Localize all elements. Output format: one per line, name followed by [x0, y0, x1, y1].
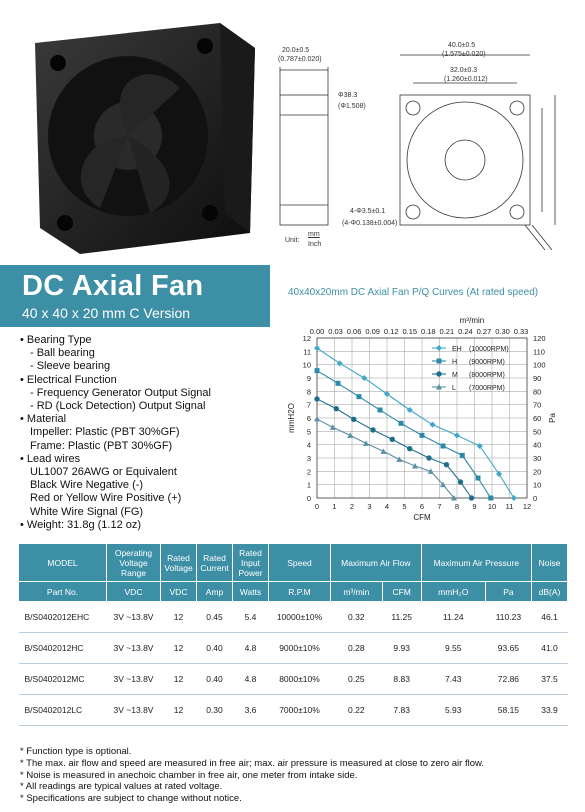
data-point-l — [381, 448, 387, 454]
data-point-m — [390, 437, 395, 442]
y-right-tick-label: 90 — [533, 374, 542, 383]
y-right-axis-label: Pa — [548, 413, 557, 423]
table-cell: 0.28 — [331, 633, 383, 664]
table-cell: 0.40 — [197, 664, 233, 695]
legend-marker — [437, 359, 442, 364]
unit-vdc-2: VDC — [161, 582, 197, 602]
col-speed: Speed — [269, 544, 331, 582]
front-width-label: 40.0±0.5 — [448, 42, 476, 49]
hole-pitch-inch-label: (1.260±0.012) — [444, 76, 488, 83]
data-point-h — [420, 433, 425, 438]
table-cell: 93.65 — [485, 633, 531, 664]
top-tick-label: 0.27 — [476, 327, 492, 336]
legend-note: (7000RPM) — [469, 385, 505, 392]
y-right-tick-label: 40 — [533, 440, 542, 450]
data-point-eh — [454, 432, 460, 438]
x-tick-label: 7 — [437, 502, 442, 511]
note-line: * The max. air flow and speed are measured in free air; max. air pressure is measured at close to zero air flow. — [20, 757, 484, 769]
data-point-h — [315, 368, 320, 373]
data-point-m — [469, 495, 474, 500]
col-rated-power: Rated Input Power — [233, 544, 269, 582]
y-left-tick-label: 2 — [306, 467, 311, 477]
legend-name: H — [452, 359, 458, 366]
top-tick-label: 0.03 — [328, 327, 343, 336]
feature-item: • Weight: 31.8g (1.12 oz) — [20, 518, 142, 531]
unit-rpm: R.P.M — [269, 582, 331, 602]
table-cell: 9.93 — [382, 633, 421, 664]
unit-inch: Inch — [308, 241, 322, 248]
table-header-row — [19, 544, 568, 582]
feature-item: • Lead wires — [20, 452, 81, 465]
y-left-tick-label: 1 — [306, 480, 311, 490]
col-noise: Noise — [532, 544, 568, 582]
x-tick-label: 11 — [505, 502, 514, 511]
feature-item: Black Wire Negative (-) — [30, 479, 144, 492]
table-cell: 12 — [161, 695, 197, 726]
table-cell: 3V ~13.8V — [107, 602, 161, 633]
y-left-tick-label: 7 — [306, 400, 311, 410]
feature-item: • Electrical Function — [20, 373, 117, 386]
legend-name: M — [452, 372, 458, 379]
y-right-tick-label: 70 — [533, 400, 542, 410]
front-width-inch-label: (1.575±0.020) — [442, 51, 486, 58]
y-left-tick-label: 6 — [306, 414, 311, 423]
col-air-flow: Maximum Air Flow — [331, 544, 422, 582]
data-point-eh — [430, 422, 436, 428]
table-cell: 58.15 — [485, 695, 531, 726]
x-tick-label: 6 — [419, 502, 425, 511]
part-number-cell: B/S0402012EHC — [19, 602, 107, 633]
y-left-tick-label: 10 — [302, 360, 311, 370]
top-tick-label: 0.09 — [365, 327, 380, 336]
table-cell: 12 — [161, 602, 197, 633]
legend-note: (8000RPM) — [469, 372, 505, 379]
data-point-m — [444, 462, 449, 467]
series-line-h — [317, 371, 491, 498]
feature-item: - Frequency Generator Output Signal — [30, 386, 211, 399]
x-tick-label: 1 — [332, 502, 337, 511]
table-cell: 7000±10% — [269, 695, 331, 726]
legend-name: EH — [452, 346, 462, 353]
note-line: * All readings are typical values at rated voltage. — [20, 781, 223, 793]
table-cell: 12 — [161, 633, 197, 664]
feature-item: • Bearing Type — [20, 334, 92, 346]
table-cell: 0.25 — [331, 664, 383, 695]
top-tick-label: 0.12 — [383, 327, 399, 336]
table-cell: 0.30 — [197, 695, 233, 726]
table-row — [19, 664, 568, 695]
data-point-m — [351, 417, 356, 422]
data-point-l — [330, 424, 336, 430]
y-right-tick-label: 0 — [533, 494, 538, 503]
part-number-cell: B/S0402012LC — [19, 695, 107, 726]
table-cell: 46.1 — [532, 602, 568, 633]
data-point-h — [357, 394, 362, 399]
table-cell: 4.8 — [233, 633, 269, 664]
feature-item: Red or Yellow Wire Positive (+) — [30, 492, 182, 505]
table-row — [19, 633, 568, 664]
pq-curve-chart — [282, 310, 582, 525]
y-left-tick-label: 0 — [306, 494, 311, 503]
col-voltage-range: Operating Voltage Range — [107, 544, 161, 582]
table-cell: 7.83 — [382, 695, 421, 726]
dimension-drawing — [270, 42, 580, 260]
x-tick-label: 12 — [522, 502, 532, 511]
table-cell: 3V ~13.8V — [107, 695, 161, 726]
top-tick-label: 0.21 — [439, 327, 455, 336]
table-cell: 9.55 — [421, 633, 485, 664]
feature-item: • Material — [20, 413, 67, 426]
unit-mmh2o: mmH₂O — [421, 582, 485, 602]
feature-item: - Ball bearing — [30, 347, 95, 360]
data-point-h — [460, 453, 465, 458]
series-line-eh — [317, 348, 514, 498]
hub-dia-label: Φ38.3 — [338, 92, 358, 99]
y-right-tick-label: 50 — [533, 427, 542, 437]
x-tick-label: 10 — [487, 502, 497, 511]
data-point-eh — [314, 345, 320, 351]
data-point-m — [334, 406, 339, 411]
data-point-m — [370, 427, 375, 432]
x-tick-label: 2 — [349, 502, 355, 511]
x-tick-label: 0 — [314, 502, 320, 511]
y-right-tick-label: 80 — [533, 387, 542, 397]
table-cell: 11.25 — [382, 602, 421, 633]
y-left-axis-label: mmH2O — [287, 403, 296, 433]
col-rated-current: Rated Current — [197, 544, 233, 582]
table-cell: 72.86 — [485, 664, 531, 695]
side-width-label: 20.0±0.5 — [282, 47, 310, 54]
table-cell: 8.83 — [382, 664, 421, 695]
data-point-h — [399, 421, 404, 426]
part-number-cell: B/S0402012HC — [19, 633, 107, 664]
y-left-tick-label: 12 — [302, 334, 311, 343]
table-cell: 0.40 — [197, 633, 233, 664]
unit-watts: Watts — [233, 582, 269, 602]
table-cell: 5.4 — [233, 602, 269, 633]
unit-cfm: CFM — [382, 582, 421, 602]
y-right-tick-label: 10 — [533, 480, 542, 490]
data-point-l — [347, 432, 353, 438]
x-tick-label: 3 — [367, 502, 372, 511]
unit-vdc: VDC — [107, 582, 161, 602]
unit-mm: mm — [308, 231, 320, 238]
hole-pitch-label: 32.0±0.3 — [450, 67, 478, 74]
top-tick-label: 0.15 — [402, 327, 418, 336]
x-tick-label: 9 — [472, 502, 477, 511]
top-tick-label: 0.06 — [346, 327, 362, 336]
table-cell: 12 — [161, 664, 197, 695]
table-unit-row — [19, 582, 568, 602]
col-air-pressure: Maximum Air Pressure — [421, 544, 531, 582]
data-point-l — [363, 440, 369, 446]
unit-dba: dB(A) — [532, 582, 568, 602]
y-right-tick-label: 60 — [533, 414, 542, 423]
holes-label: 4-Φ3.5±0.1 — [350, 208, 386, 215]
x-tick-label: 4 — [384, 502, 390, 511]
unit-amp: Amp — [197, 582, 233, 602]
table-cell: 0.32 — [331, 602, 383, 633]
feature-item: Impeller: Plastic (PBT 30%GF) — [30, 426, 180, 439]
table-row — [19, 695, 568, 726]
table-cell: 5.93 — [421, 695, 485, 726]
legend-marker — [436, 371, 441, 376]
feature-item: - Sleeve bearing — [30, 360, 111, 373]
footnotes — [20, 746, 484, 805]
product-title: DC Axial Fan — [22, 270, 204, 302]
y-right-tick-label: 30 — [533, 454, 542, 463]
table-cell: 3V ~13.8V — [107, 664, 161, 695]
data-point-l — [314, 416, 320, 422]
side-width-inch-label: (0.787±0.020) — [278, 56, 322, 63]
data-point-h — [488, 496, 493, 501]
table-cell: 3.6 — [233, 695, 269, 726]
fan-photo — [20, 18, 260, 256]
unit-part-no: Part No. — [19, 582, 107, 602]
top-tick-label: 0.30 — [495, 327, 510, 336]
unit-label: Unit: — [285, 237, 300, 244]
data-point-h — [378, 408, 383, 413]
x-tick-label: 5 — [402, 502, 407, 511]
feature-item: Frame: Plastic (PBT 30%GF) — [30, 439, 173, 452]
note-line: * Specifications are subject to change without notice. — [20, 793, 242, 805]
table-cell: 41.0 — [532, 633, 568, 664]
y-right-tick-label: 100 — [533, 360, 546, 370]
spec-table — [18, 543, 568, 726]
data-point-eh — [511, 495, 517, 501]
product-subtitle: 40 x 40 x 20 mm C Version — [22, 305, 191, 321]
feature-item: UL1007 26AWG or Equivalent — [30, 466, 177, 479]
top-tick-label: 0.24 — [458, 327, 473, 336]
data-point-eh — [337, 360, 343, 366]
table-cell: 8000±10% — [269, 664, 331, 695]
table-cell: 4.8 — [233, 664, 269, 695]
data-point-h — [441, 444, 446, 449]
top-tick-label: 0.33 — [513, 327, 529, 336]
y-right-tick-label: 110 — [533, 347, 545, 357]
data-point-l — [396, 456, 402, 462]
y-left-tick-label: 5 — [306, 427, 311, 437]
legend-marker — [436, 345, 442, 351]
col-rated-voltage: Rated Voltage — [161, 544, 197, 582]
data-point-m — [458, 479, 463, 484]
table-cell: 33.9 — [532, 695, 568, 726]
x-axis-label: CFM — [413, 513, 431, 522]
series-line-l — [317, 419, 454, 498]
table-cell: 110.23 — [485, 602, 531, 633]
table-cell: 11.24 — [421, 602, 485, 633]
y-right-tick-label: 20 — [533, 467, 542, 477]
feature-item: White Wire Signal (FG) — [30, 505, 144, 518]
y-left-tick-label: 8 — [306, 387, 311, 397]
y-left-tick-label: 9 — [306, 374, 311, 383]
table-cell: 7.43 — [421, 664, 485, 695]
table-row — [19, 602, 568, 633]
feature-list — [20, 334, 290, 532]
y-left-tick-label: 4 — [306, 440, 311, 450]
feature-item: - RD (Lock Detection) Output Signal — [30, 400, 206, 413]
top-axis-label: m³/min — [459, 316, 485, 325]
note-line: * Noise is measured in anechoic chamber in free air, one meter from intake side. — [20, 769, 358, 781]
table-cell: 0.45 — [197, 602, 233, 633]
unit-m3min: m³/min — [331, 582, 383, 602]
data-point-m — [407, 446, 412, 451]
y-left-tick-label: 11 — [303, 347, 311, 357]
data-point-l — [412, 463, 418, 469]
col-model: MODEL — [19, 544, 107, 582]
top-tick-label: 0.00 — [309, 327, 325, 336]
table-cell: 37.5 — [532, 664, 568, 695]
note-line: * Function type is optional. — [20, 746, 132, 757]
unit-pa: Pa — [485, 582, 531, 602]
data-point-m — [426, 455, 431, 460]
holes-inch-label: (4-Φ0.138±0.004) — [342, 220, 398, 227]
data-point-h — [336, 381, 341, 386]
data-point-m — [314, 396, 319, 401]
legend-note: (9000RPM) — [469, 359, 505, 366]
legend-name: L — [452, 385, 456, 392]
table-cell: 9000±10% — [269, 633, 331, 664]
legend-note: (10000RPM) — [469, 346, 509, 353]
part-number-cell: B/S0402012MC — [19, 664, 107, 695]
table-cell: 10000±10% — [269, 602, 331, 633]
curve-title: 40x40x20mm DC Axial Fan P/Q Curves (At rated speed) — [288, 287, 539, 298]
top-tick-label: 0.18 — [420, 327, 436, 336]
y-left-tick-label: 3 — [306, 454, 311, 463]
drawing-lines — [270, 45, 580, 260]
hub-dia-inch-label: (Φ1.508) — [338, 103, 366, 110]
data-point-h — [476, 476, 481, 481]
table-cell: 0.22 — [331, 695, 383, 726]
x-tick-label: 8 — [454, 502, 460, 511]
table-cell: 3V ~13.8V — [107, 633, 161, 664]
y-right-tick-label: 120 — [533, 334, 546, 343]
